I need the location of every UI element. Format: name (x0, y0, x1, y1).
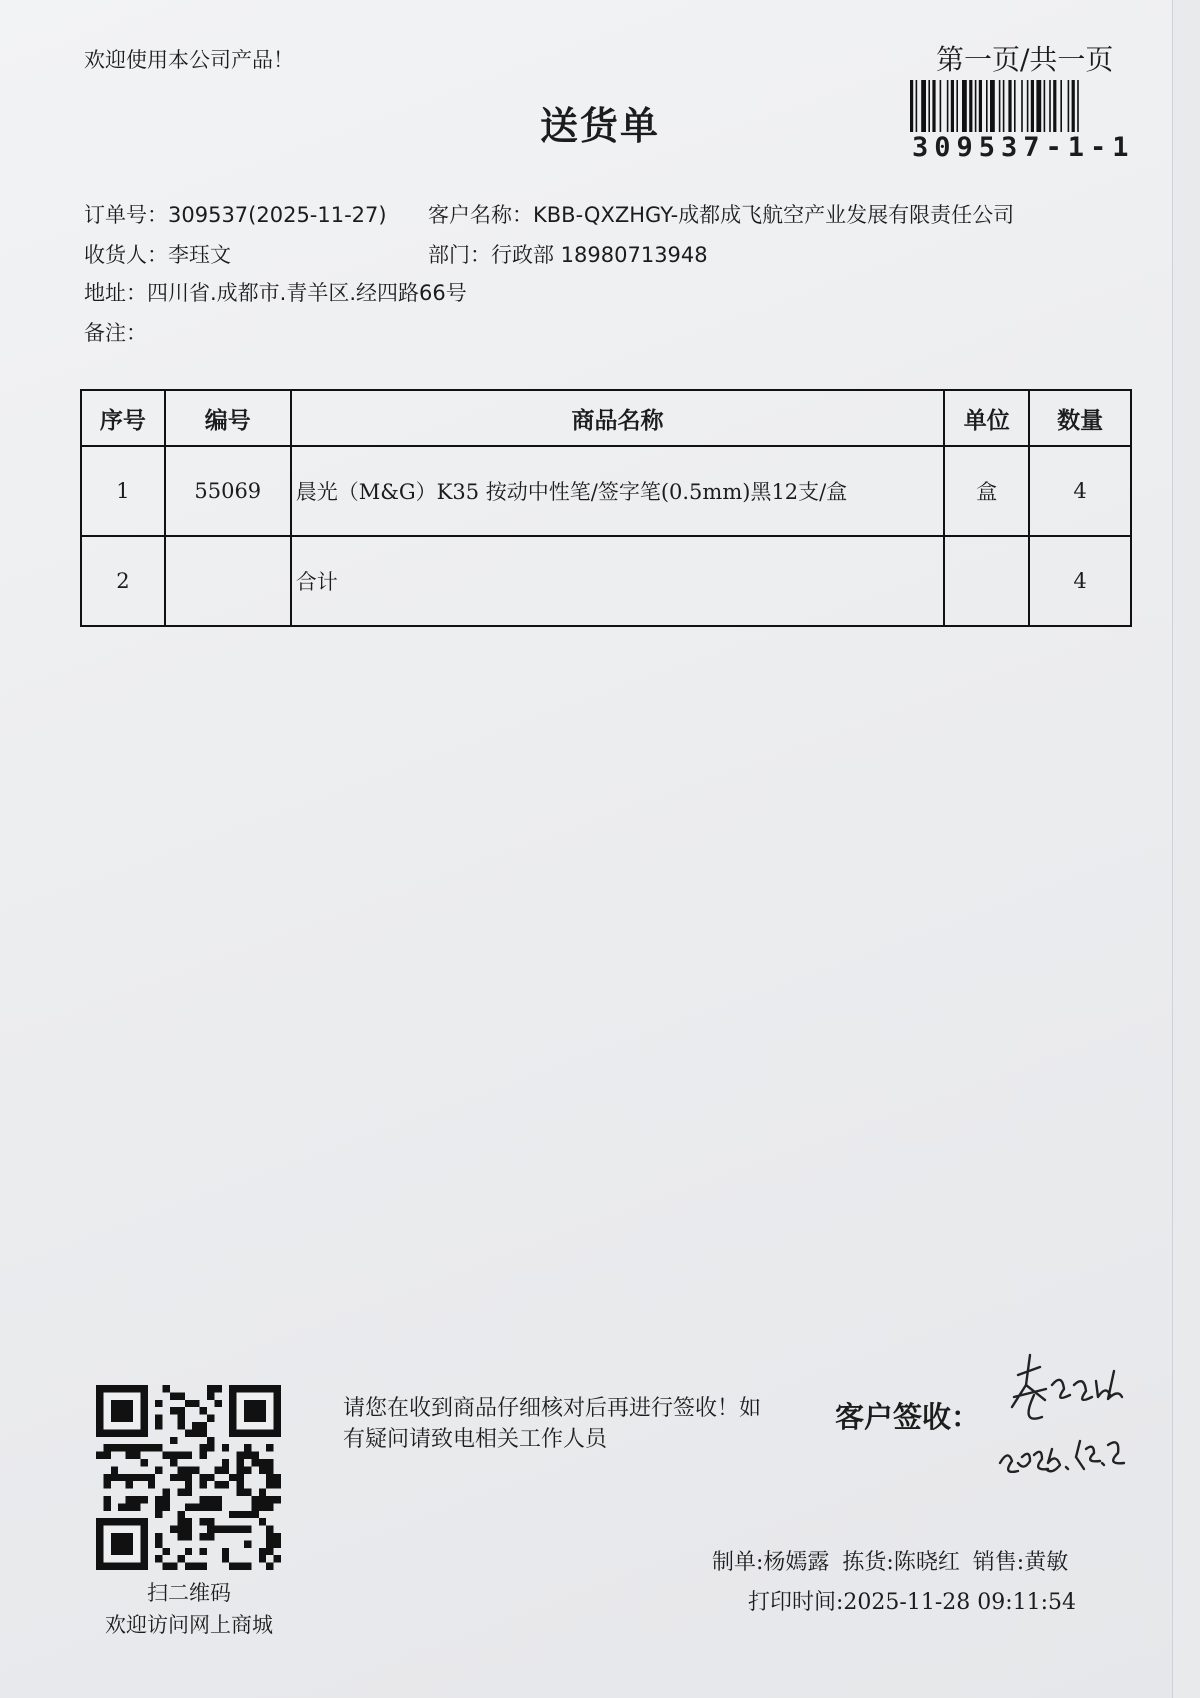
cell-code (165, 536, 291, 626)
order-number-label: 订单号： (84, 203, 168, 227)
table-header-row (81, 390, 1131, 446)
order-number-value: 309537(2025-11-27) (168, 203, 387, 227)
customer-name-value: KBB-QXZHGY-成都成飞航空产业发展有限责任公司 (533, 203, 1015, 227)
cell-product-name: 晨光（M&G）K35 按动中性笔/签字笔(0.5mm)黑12支/盒 (291, 446, 945, 536)
column-header-code: 编号 (165, 390, 291, 446)
cell-unit: 盒 (944, 446, 1029, 536)
column-header-seq: 序号 (81, 390, 165, 446)
welcome-text: 欢迎使用本公司产品！ (84, 48, 294, 72)
table-row (81, 446, 1131, 536)
column-header-qty: 数量 (1029, 390, 1131, 446)
qr-caption-line1: 扫二维码 (147, 1581, 231, 1605)
column-header-product: 商品名称 (291, 390, 945, 446)
department-value: 行政部 18980713948 (491, 243, 708, 267)
remark-label: 备注： (84, 321, 147, 345)
cell-total-qty: 4 (1029, 536, 1131, 626)
receipt-notice: 请您在收到商品仔细核对后再进行签收！如有疑问请致电相关工作人员 (343, 1396, 762, 1452)
qr-caption-line2: 欢迎访问网上商城 (105, 1613, 273, 1637)
receiver-value: 李珏文 (168, 243, 231, 267)
barcode-icon (908, 80, 1124, 132)
address-field (84, 277, 467, 307)
barcode-number: 309537-1-1 (912, 132, 1135, 163)
cell-seq: 2 (81, 536, 165, 626)
address-label: 地址： (84, 281, 147, 305)
cell-seq: 1 (81, 446, 165, 536)
cell-unit (944, 536, 1029, 626)
customer-name-label: 客户名称： (428, 203, 533, 227)
cell-qty: 4 (1029, 446, 1131, 536)
receiver-label: 收货人： (84, 243, 168, 267)
customer-name-field (428, 199, 1014, 229)
staff-info: 制单:杨嫣露 拣货:陈晓红 销售:黄敏 (712, 1550, 1069, 1575)
address-value: 四川省.成都市.青羊区.经四路66号 (147, 281, 467, 305)
order-number-field (84, 199, 387, 229)
page-title: 送货单 (540, 104, 661, 148)
cell-code: 55069 (165, 446, 291, 536)
cell-total-label: 合计 (291, 536, 945, 626)
column-header-unit: 单位 (944, 390, 1029, 446)
department-field (428, 239, 708, 269)
qr-code-icon (96, 1385, 281, 1570)
items-table (80, 389, 1132, 627)
customer-sign-label: 客户签收： (835, 1400, 981, 1434)
qr-caption (84, 1577, 294, 1641)
remark-field (84, 317, 147, 347)
department-label: 部门： (428, 243, 491, 267)
page-indicator: 第一页/共一页 (936, 43, 1114, 76)
receiver-field (84, 239, 231, 269)
print-time: 打印时间:2025-11-28 09:11:54 (748, 1590, 1077, 1615)
handwritten-signature (990, 1345, 1150, 1495)
table-row-total (81, 536, 1131, 626)
